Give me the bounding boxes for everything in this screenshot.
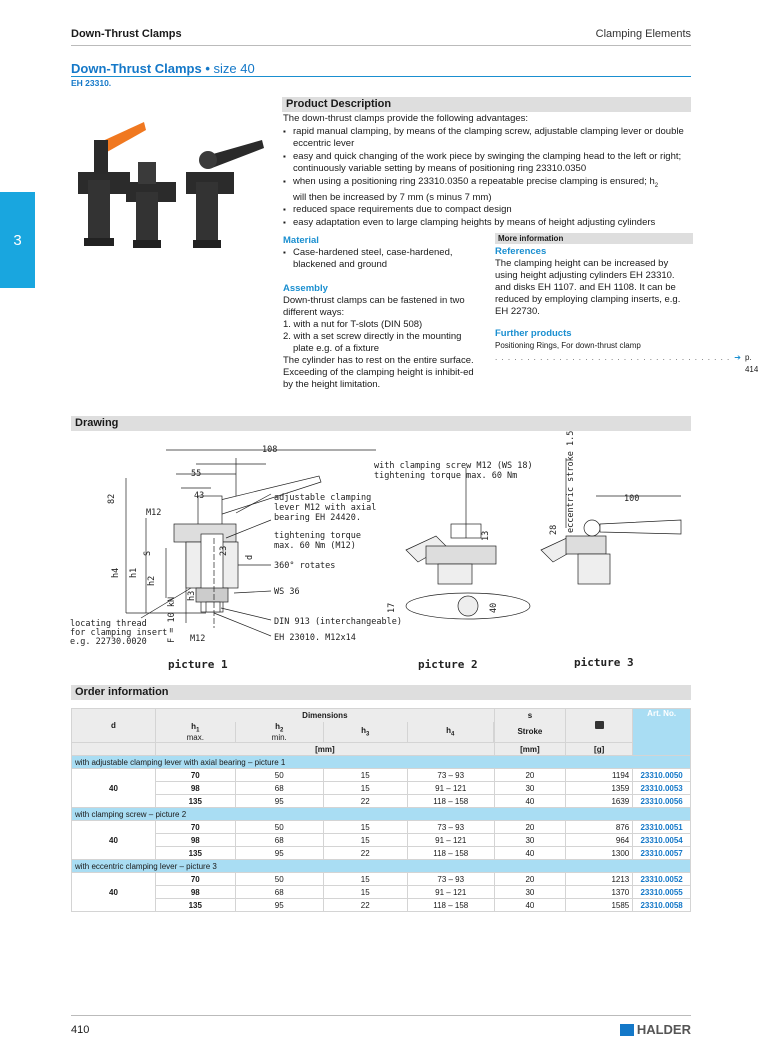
cell-h4: 73 – 93 [407, 873, 494, 886]
cell-h4: 73 – 93 [407, 821, 494, 834]
force-label: F = 10 kN [167, 596, 177, 643]
cell-h4: 118 – 158 [407, 847, 494, 860]
annotation-lever: bearing EH 24420. [274, 513, 361, 523]
cell-weight: 1213 [566, 873, 633, 886]
unit-g: [g] [566, 743, 633, 756]
col-stroke: Stroke [494, 722, 565, 743]
annotation-locating: e.g. 22730.0020 [70, 637, 147, 647]
col-s: s [494, 709, 565, 722]
dim-h1-label: h1 [129, 567, 139, 578]
cell-art-no[interactable]: 23310.0056 [633, 795, 691, 808]
cell-weight: 1300 [566, 847, 633, 860]
unit-mm-stroke: [mm] [494, 743, 565, 756]
cell-h2: 50 [235, 821, 323, 834]
cell-weight: 1370 [566, 886, 633, 899]
cell-h3: 15 [323, 782, 407, 795]
dim-40-label: 40 [489, 602, 499, 613]
advantage-item: ▪ rapid manual clamping, by means of the clamping screw, adjustable clamping lever or double eccentric lever [283, 126, 693, 151]
cell-h4: 118 – 158 [407, 899, 494, 912]
cell-art-no[interactable]: 23310.0055 [633, 886, 691, 899]
drawing-heading: Drawing [71, 416, 691, 431]
cell-h3: 15 [323, 821, 407, 834]
page-number: 410 [71, 1024, 90, 1036]
cell-h2: 95 [235, 899, 323, 912]
picture-1-caption: picture 1 [168, 658, 228, 671]
cell-art-no[interactable]: 23310.0058 [633, 899, 691, 912]
order-table: d Dimensions s Art. No. $h_1$ max. $h_2$ min. $h_3$ $h_4$ Stroke [mm] [mm] [g] with adjustable clamping lever with axial bearing – picture 1 40 70 50 15 73 – 93 20 1194 23310.0050 98 68 15 91 – 121 30 1359 23310.0053 135 95 22 118 – 158 40 1639 23310.0056 with clamping screw – picture 2 40 70 50 15 73 – 93 20 876 23310.0051 98 68 15 91 – 121 30 964 23310.0054 135 95 22 118 – 158 40 1300 23310.0057 with eccentric clamping lever – picture 3 40 70 50 15 73 – 93 20 1213 23310.0052 98 68 15 91 – 121 30 1370 23310.0055 135 95 22 118 – 158 40 1585 23310.0058 [71, 708, 691, 912]
cell-weight: 876 [566, 821, 633, 834]
dim-h4-label: h4 [111, 567, 121, 578]
cell-weight: 1639 [566, 795, 633, 808]
annotation-eh23010: EH 23010. M12x14 [274, 633, 356, 643]
picture-2-caption: picture 2 [418, 658, 478, 671]
halder-logo-icon [620, 1024, 634, 1036]
cell-h4: 91 – 121 [407, 886, 494, 899]
dim-d-label: d [245, 554, 255, 560]
cell-weight: 1359 [566, 782, 633, 795]
cell-h2: 68 [235, 886, 323, 899]
cell-s: 40 [494, 899, 565, 912]
cell-d: 40 [72, 769, 156, 808]
product-description: The down-thrust clamps provide the following advantages: ▪ rapid manual clamping, by means of the clamping screw, adjustable clamping lever or double eccentric lever ▪ easy and quick changing of the work piece by swinging the clamping head to the left or right; continuously variable setting by means of positioning ring 23310.0350 ▪ when using a positioning ring 23310.0350 a repeatable precise clamping is ensured; $h_2$ will then be increased by 7 mm (s minus 7 mm) ▪ reduced space requirements due to compact design ▪ easy adaptation even to large clamping heights by means of height adjusting cylinders [283, 113, 693, 229]
cell-art-no[interactable]: 23310.0050 [633, 769, 691, 782]
cell-h1: 98 [155, 782, 235, 795]
cell-h2: 68 [235, 834, 323, 847]
cell-h2: 68 [235, 782, 323, 795]
cell-weight: 1585 [566, 899, 633, 912]
annotation-clamping-screw: tightening torque max. 60 Nm [374, 471, 518, 481]
annotation-torque: max. 60 Nm (M12) [274, 541, 356, 551]
annotation-torque: tightening torque [274, 531, 361, 541]
cell-h3: 22 [323, 847, 407, 860]
table-row [72, 821, 691, 834]
table-row [72, 769, 691, 782]
annotation-din913: DIN 913 (interchangeable) [274, 617, 402, 627]
cell-h1: 70 [155, 769, 235, 782]
clamp-screw-photo [126, 162, 176, 248]
advantage-item: ▪ easy adaptation even to large clamping heights by means of height adjusting cylinders [283, 217, 693, 230]
cell-s: 30 [494, 782, 565, 795]
references-heading: References [495, 246, 547, 257]
cell-h3: 15 [323, 886, 407, 899]
annotation-lever: adjustable clamping [274, 493, 372, 503]
table-row [72, 795, 691, 808]
dim-43-label: 43 [194, 491, 205, 501]
cell-h1: 98 [155, 834, 235, 847]
dim-17-label: 17 [387, 602, 397, 613]
dim-100-label: 100 [624, 494, 640, 504]
cell-h2: 50 [235, 873, 323, 886]
further-products-heading: Further products [495, 328, 572, 339]
dim-h3-label: h3 [187, 590, 197, 601]
more-info-column: More information References The clamping height can be increased by using height adjusting cylinders EH 23310. and disks EH 1107. and EH 1108. It can be reduced by employing clamping inserts, e.g. EH 22730. Further products Positioning Rings, For down-thrust clamp . . . . . . . . . . . . . . . . . . . . . . . . . . . . . . . . . . . . . ➔ p. 414 [495, 234, 758, 374]
technical-drawing [66, 430, 696, 678]
cell-s: 30 [494, 886, 565, 899]
annotation-clamping-screw: with clamping screw M12 (WS 18) [374, 461, 533, 471]
cell-art-no[interactable]: 23310.0052 [633, 873, 691, 886]
arrow-right-icon: ➔ [734, 353, 741, 362]
cell-s: 30 [494, 834, 565, 847]
cell-art-no[interactable]: 23310.0051 [633, 821, 691, 834]
cell-h3: 22 [323, 899, 407, 912]
product-photo [66, 120, 272, 255]
cell-h1: 135 [155, 847, 235, 860]
cell-h4: 73 – 93 [407, 769, 494, 782]
material-item: ▪ Case-hardened steel, case-hardened, blackened and ground [283, 247, 478, 271]
order-group-header: with eccentric clamping lever – picture 3 [72, 860, 691, 873]
dim-108-label: 108 [262, 445, 278, 455]
header-divider [71, 45, 691, 46]
cell-h1: 135 [155, 899, 235, 912]
title-divider [71, 76, 691, 77]
header-category: Clamping Elements [595, 28, 691, 40]
cell-s: 20 [494, 873, 565, 886]
annotation-locating: for clamping insert [70, 628, 168, 638]
dim-55-label: 55 [191, 469, 202, 479]
cell-weight: 964 [566, 834, 633, 847]
cell-h3: 15 [323, 873, 407, 886]
cell-h2: 50 [235, 769, 323, 782]
weight-icon [566, 709, 633, 743]
product-description-heading: Product Description [282, 97, 691, 112]
clamp-eccentric-photo [186, 140, 264, 248]
assembly-step: 1. with a nut for T-slots (DIN 508) [283, 319, 423, 330]
table-row [72, 834, 691, 847]
page-title: Down-Thrust Clamps • size 40 [71, 61, 255, 76]
material-assembly-column: Material ▪ Case-hardened steel, case-hardened, blackened and ground Assembly Down-thrust clamps can be fastened in two different ways: 1. with a nut for T-slots (DIN 508) 2. with a set screw directly in the mounting plate e.g. of a fixture The cylinder has to rest on the entire surface. Exceeding of the clamping height is inhibit-ed by the height limitation. [283, 235, 478, 391]
cell-h2: 95 [235, 795, 323, 808]
table-row [72, 847, 691, 860]
cell-s: 40 [494, 847, 565, 860]
order-group-header: with clamping screw – picture 2 [72, 808, 691, 821]
drawing-labels [70, 431, 639, 647]
col-art-no: Art. No. [633, 709, 691, 756]
cell-s: 40 [494, 795, 565, 808]
cell-h3: 15 [323, 769, 407, 782]
product-code: EH 23310. [71, 78, 112, 88]
annotation-locating: locating thread [70, 619, 147, 629]
dim-23-label: 23 [219, 545, 229, 556]
annotation-eccentric-stroke: eccentric stroke 1.5 [566, 430, 576, 533]
cell-h1: 70 [155, 821, 235, 834]
material-heading: Material [283, 235, 319, 246]
dim-13-label: 13 [481, 530, 491, 541]
cell-art-no[interactable]: 23310.0057 [633, 847, 691, 860]
brand-logo: HALDER [620, 1022, 691, 1037]
annotation-ws36: WS 36 [274, 587, 300, 597]
cell-s: 20 [494, 821, 565, 834]
cell-art-no[interactable]: 23310.0053 [633, 782, 691, 795]
cell-h1: 70 [155, 873, 235, 886]
cell-weight: 1194 [566, 769, 633, 782]
cell-h4: 91 – 121 [407, 834, 494, 847]
thread-m12-label: M12 [146, 508, 162, 518]
assembly-step: 2. with a set screw directly in the mounting plate e.g. of a fixture [283, 331, 462, 354]
thread-m12-bottom-label: M12 [190, 634, 206, 644]
cell-h3: 22 [323, 795, 407, 808]
chapter-tab[interactable]: 3 [0, 192, 35, 288]
further-product-link[interactable]: . . . . . . . . . . . . . . . . . . . . . . . . . . . . . . . . . . . . . ➔ p. 414 [495, 353, 758, 374]
picture-3-caption: picture 3 [574, 656, 634, 669]
cell-h1: 98 [155, 886, 235, 899]
annotation-lever: lever M12 with axial [274, 503, 377, 513]
cell-h4: 91 – 121 [407, 782, 494, 795]
table-row [72, 899, 691, 912]
order-group-header: with adjustable clamping lever with axial bearing – picture 1 [72, 756, 691, 769]
order-info-heading: Order information [71, 685, 691, 700]
dim-28-label: 28 [549, 524, 559, 535]
table-row [72, 782, 691, 795]
cell-d: 40 [72, 873, 156, 912]
advantage-item: ▪ when using a positioning ring 23310.0350 a repeatable precise clamping is ensured; $h_2$ will then be increased by 7 mm (s minus 7 mm) [283, 176, 693, 205]
dim-82-label: 82 [107, 493, 117, 504]
col-d: d [72, 709, 156, 743]
advantage-item: ▪ easy and quick changing of the work piece by swinging the clamping head to the left or right; continuously variable setting by means of positioning ring 23310.0350 [283, 151, 693, 176]
table-row [72, 886, 691, 899]
footer-divider [71, 1015, 691, 1016]
dim-s-label: S [143, 550, 153, 556]
cell-h2: 95 [235, 847, 323, 860]
table-row [72, 873, 691, 886]
assembly-heading: Assembly [283, 283, 328, 294]
unit-mm: [mm] [155, 743, 494, 756]
cell-h1: 135 [155, 795, 235, 808]
cell-s: 20 [494, 769, 565, 782]
cell-h3: 15 [323, 834, 407, 847]
annotation-rotate: 360° rotates [274, 561, 336, 571]
cell-d: 40 [72, 821, 156, 860]
col-dimensions: Dimensions [155, 709, 494, 722]
more-info-bar: More information [495, 233, 693, 244]
cell-art-no[interactable]: 23310.0054 [633, 834, 691, 847]
header-section-title: Down-Thrust Clamps [71, 28, 182, 40]
cell-h4: 118 – 158 [407, 795, 494, 808]
title-size: size 40 [213, 61, 255, 76]
dim-h2-label: h2 [147, 575, 157, 586]
advantage-item: ▪ reduced space requirements due to compact design [283, 204, 693, 217]
